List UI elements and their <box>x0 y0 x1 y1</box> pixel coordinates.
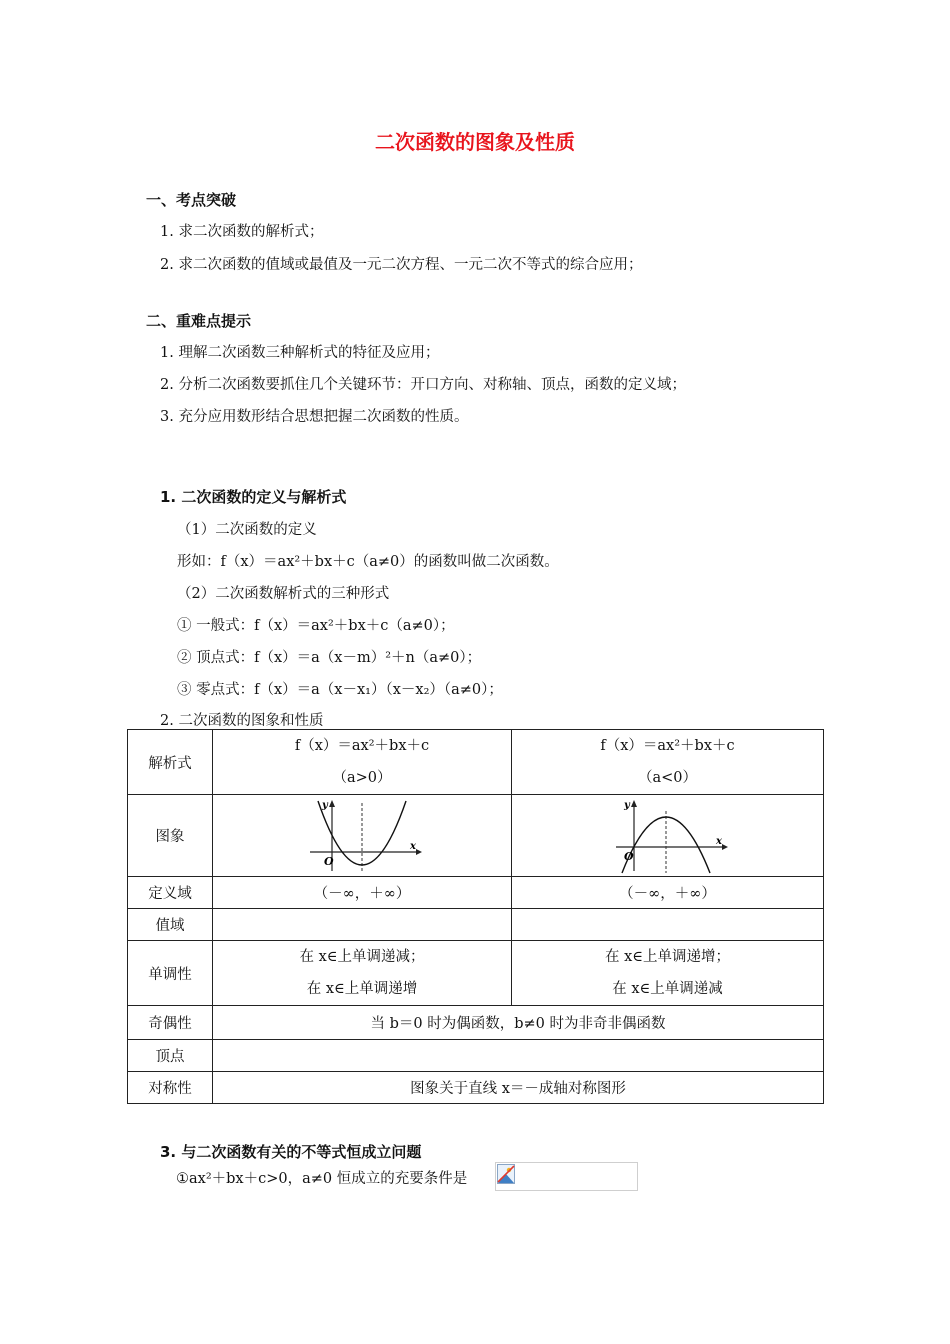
section2-heading: 二、重难点提示 <box>146 312 252 330</box>
origin-label: O <box>623 849 634 863</box>
part2-heading: 2. 二次函数的图象和性质 <box>160 713 324 729</box>
table-row <box>128 1040 824 1072</box>
row-label: 定义域 <box>128 877 213 909</box>
y-axis-arrow <box>329 800 335 807</box>
y-axis-arrow <box>631 800 637 807</box>
monotonic-text: 在 x∈上单调递减 <box>612 981 723 997</box>
table-row <box>128 909 824 941</box>
cell-graph-left <box>213 795 512 877</box>
cell-symmetry: 图象关于直线 x＝－成轴对称图形 <box>213 1072 824 1104</box>
condition-text: （a>0） <box>332 770 392 786</box>
cell-vertex <box>213 1040 824 1072</box>
vertex-form: ② 顶点式：f（x）＝a（x－m）²＋n（a≠0）； <box>177 650 482 666</box>
row-label: 值域 <box>128 909 213 941</box>
list-item: 1. 求二次函数的解析式； <box>160 224 324 240</box>
row-label: 图象 <box>128 795 213 877</box>
zero-form: ③ 零点式：f（x）＝a（x－x₁）（x－x₂）（a≠0）； <box>177 682 503 698</box>
table-row <box>128 1072 824 1104</box>
cell-parity: 当 b＝0 时为偶函数，b≠0 时为非奇非偶函数 <box>213 1006 824 1040</box>
cell-expression-right <box>512 730 824 795</box>
table-row <box>128 795 824 877</box>
part1-heading: 1. 二次函数的定义与解析式 <box>160 488 347 506</box>
list-item: 2. 分析二次函数要抓住几个关键环节：开口方向、对称轴、顶点，函数的定义域； <box>160 377 686 393</box>
row-label: 奇偶性 <box>128 1006 213 1040</box>
part1-subheading: （2）二次函数解析式的三种形式 <box>177 586 390 602</box>
y-label: y <box>623 799 630 811</box>
row-label: 解析式 <box>128 730 213 795</box>
x-axis-arrow <box>722 844 728 850</box>
table-row <box>128 941 824 1006</box>
cell-expression-left <box>213 730 512 795</box>
cell-monotonic-left <box>213 941 512 1006</box>
monotonic-text: 在 x∈上单调递增； <box>604 949 731 965</box>
origin-label: O <box>324 854 334 868</box>
inequality-text: ①ax²＋bx＋c>0，a≠0 恒成立的充要条件是 <box>176 1171 468 1187</box>
table-row <box>128 1006 824 1040</box>
cell-range-left <box>213 909 512 941</box>
row-label: 对称性 <box>128 1072 213 1104</box>
downward-parabola-graph <box>608 797 728 875</box>
monotonic-text: 在 x∈上单调递增 <box>306 981 418 997</box>
list-item: 1. 理解二次函数三种解析式的特征及应用； <box>160 345 440 361</box>
condition-text: （a<0） <box>637 770 698 786</box>
cell-range-right <box>512 909 824 941</box>
cell-monotonic-right <box>512 941 824 1006</box>
parabola-curve <box>622 817 710 873</box>
list-item: 2. 求二次函数的值域或最值及一元二次方程、一元二次不等式的综合应用； <box>160 257 643 273</box>
table-row <box>128 730 824 795</box>
definition-text: 形如：f（x）＝ax²＋bx＋c（a≠0）的函数叫做二次函数。 <box>177 554 559 570</box>
general-form: ① 一般式：f（x）＝ax²＋bx＋c（a≠0）； <box>177 618 455 634</box>
section1-heading: 一、考点突破 <box>146 191 237 209</box>
part3-heading: 3. 与二次函数有关的不等式恒成立问题 <box>160 1143 422 1161</box>
cell-domain-left: （－∞，＋∞） <box>213 877 512 909</box>
x-label: x <box>410 840 416 852</box>
upward-parabola-graph <box>302 797 422 875</box>
expression-text: f（x）＝ax²＋bx＋c <box>600 738 735 754</box>
x-axis-arrow <box>416 849 422 855</box>
cell-graph-right <box>512 795 824 877</box>
page-title: 二次函数的图象及性质 <box>375 130 575 154</box>
x-label: x <box>715 835 722 847</box>
expression-text: f（x）＝ax²＋bx＋c <box>294 738 430 754</box>
cell-domain-right: （－∞，＋∞） <box>512 877 824 909</box>
monotonic-text: 在 x∈上单调递减； <box>299 949 425 965</box>
y-label: y <box>322 799 328 811</box>
row-label: 单调性 <box>128 941 213 1006</box>
properties-table <box>127 729 824 1104</box>
broken-image-icon <box>497 1164 515 1184</box>
list-item: 3. 充分应用数形结合思想把握二次函数的性质。 <box>160 409 469 425</box>
table-row <box>128 877 824 909</box>
answer-image-placeholder <box>495 1162 638 1191</box>
row-label: 顶点 <box>128 1040 213 1072</box>
part1-subheading: （1）二次函数的定义 <box>177 522 317 538</box>
